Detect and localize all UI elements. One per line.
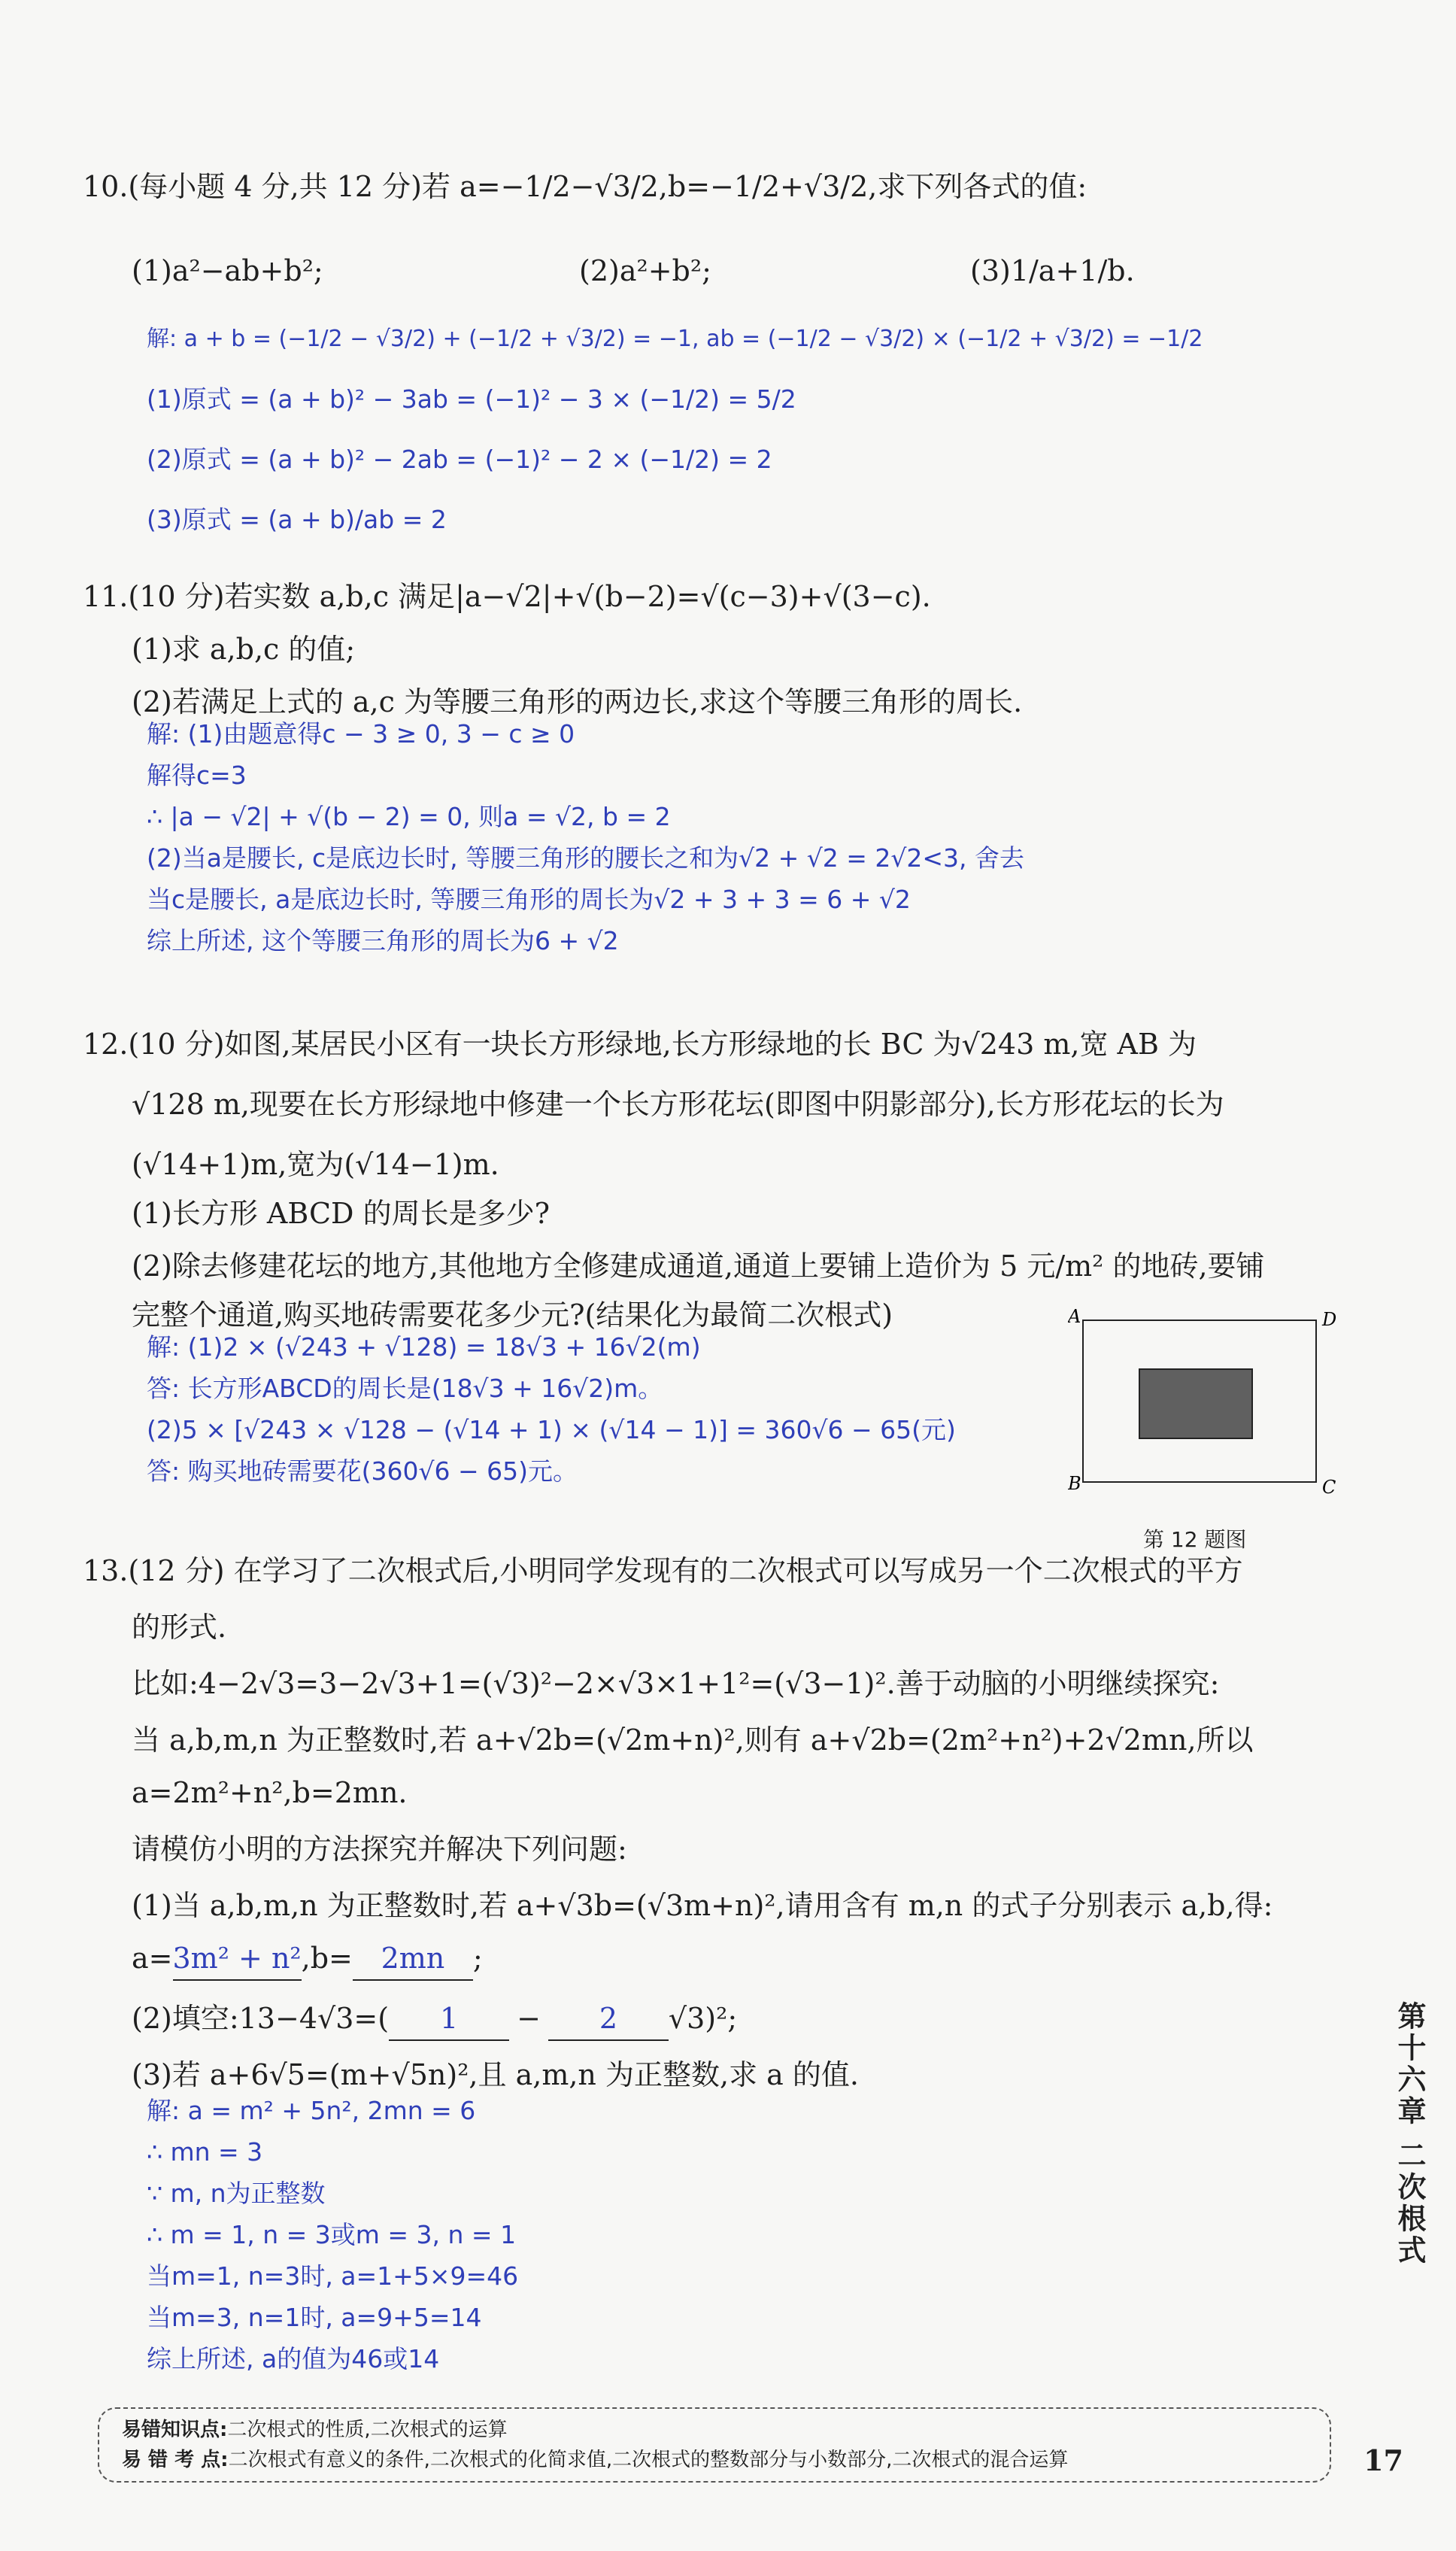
- notes-label-2: 易 错 考 点:: [122, 2449, 229, 2471]
- q13-stem-line: 请模仿小明的方法探究并解决下列问题:: [132, 1833, 627, 1866]
- q13-answer-line: 综上所述, a的值为46或14: [147, 2344, 440, 2373]
- q13-part1-fill: [132, 1937, 483, 1981]
- q13-part3: (3)若 a+6√5=(m+√5n)²,且 a,m,n 为正整数,求 a 的值.: [132, 2058, 859, 2091]
- q12-part2-cont: 完整个通道,购买地砖需要花多少元?(结果化为最简二次根式): [132, 1298, 893, 1332]
- label-a: A: [1068, 1306, 1081, 1327]
- answer-blank-a[interactable]: 3m² + n²: [173, 1937, 302, 1981]
- label-c: C: [1322, 1477, 1336, 1498]
- answer-blank-b[interactable]: 2mn: [353, 1937, 473, 1981]
- q12-stem-line: (√14+1)m,宽为(√14−1)m.: [132, 1148, 499, 1181]
- chapter-side-tab: 第十六章 二次根式: [1393, 2001, 1426, 2267]
- flower-bed-shaded: [1139, 1369, 1252, 1438]
- p1-mid: ,b=: [301, 1942, 353, 1975]
- notes-text-1: 二次根式的性质,二次根式的运算: [227, 2419, 508, 2441]
- answer-blank-y[interactable]: 2: [548, 1997, 669, 2041]
- q12-figure: [1068, 1294, 1339, 1550]
- q11-part2: (2)若满足上式的 a,c 为等腰三角形的两边长,求这个等腰三角形的周长.: [132, 685, 1023, 718]
- q11-answer-line: 解得c=3: [147, 761, 247, 790]
- q11-answer-line: (2)当a是腰长, c是底边长时, 等腰三角形的腰长之和为√2 + √2 = 2√2<3, 舍去: [147, 843, 1025, 873]
- q12-part2: (2)除去修建花坛的地方,其他地方全修建成通道,通道上要铺上造价为 5 元/m² 的地砖,要铺: [132, 1250, 1265, 1283]
- q13-answer-line: 当m=1, n=3时, a=1+5×9=46: [147, 2261, 519, 2291]
- q13-stem-line: 13.(12 分) 在学习了二次根式后,小明同学发现有的二次根式可以写成另一个二次根式的平方: [83, 1554, 1243, 1587]
- q12-answer-line: 解: (1)2 × (√243 + √128) = 18√3 + 16√2(m): [147, 1332, 701, 1362]
- page-number: 17: [1363, 2443, 1403, 2477]
- q10-answer-line: (1)原式 = (a + b)² − 3ab = (−1)² − 3 × (−1/2) = 5/2: [147, 384, 796, 414]
- p1-end: ;: [472, 1942, 483, 1975]
- q11-answer-line: ∴ |a − √2| + √(b − 2) = 0, 则a = √2, b = 2: [147, 802, 671, 831]
- notes-label-1: 易错知识点:: [122, 2419, 228, 2441]
- label-d: D: [1322, 1309, 1337, 1330]
- q10-part1: (1)a²−ab+b²;: [132, 254, 323, 287]
- q13-answer-line: 当m=3, n=1时, a=9+5=14: [147, 2303, 482, 2332]
- q12-stem-line: √128 m,现要在长方形绿地中修建一个长方形花坛(即图中阴影部分),长方形花坛的长为: [132, 1088, 1224, 1121]
- q11-part1: (1)求 a,b,c 的值;: [132, 633, 356, 666]
- q11-answer-line: 解: (1)由题意得c − 3 ≥ 0, 3 − c ≥ 0: [147, 719, 575, 749]
- q13-answer-line: ∴ mn = 3: [147, 2137, 263, 2167]
- q13-stem-line: 当 a,b,m,n 为正整数时,若 a+√2b=(√2m+n)²,则有 a+√2b=(2m²+n²)+2√2mn,所以: [132, 1723, 1254, 1757]
- q13-answer-line: 解: a = m² + 5n², 2mn = 6: [147, 2096, 476, 2125]
- notes-text-2: 二次根式有意义的条件,二次根式的化简求值,二次根式的整数部分与小数部分,二次根式的混合运算: [228, 2449, 1069, 2471]
- label-b: B: [1068, 1473, 1081, 1494]
- p2-prefix: (2)填空:13−4√3=(: [132, 2002, 390, 2035]
- q12-stem-line: 12.(10 分)如图,某居民小区有一块长方形绿地,长方形绿地的长 BC 为√243 m,宽 AB 为: [83, 1028, 1197, 1061]
- q13-stem-line: 的形式.: [132, 1611, 227, 1644]
- p2-mid: −: [517, 2002, 541, 2035]
- p1-prefix: a=: [132, 1942, 173, 1975]
- q10-answer-line: 解: a + b = (−1/2 − √3/2) + (−1/2 + √3/2) = −1, ab = (−1/2 − √3/2) × (−1/2 + √3/2) = −1/2: [147, 326, 1203, 352]
- q11-answer-line: 综上所述, 这个等腰三角形的周长为6 + √2: [147, 926, 619, 955]
- answer-blank-x[interactable]: 1: [389, 1997, 509, 2041]
- p2-end: √3)²;: [668, 2002, 738, 2035]
- q10-stem: 10.(每小题 4 分,共 12 分)若 a=−1/2−√3/2,b=−1/2+√3/2,求下列各式的值:: [83, 170, 1087, 203]
- q10-part3: (3)1/a+1/b.: [970, 254, 1135, 287]
- error-prone-notes: [98, 2407, 1331, 2483]
- notes-line-1: [122, 2415, 1307, 2445]
- figure-caption: 第 12 题图: [1143, 1527, 1247, 1552]
- q13-answer-line: ∵ m, n为正整数: [147, 2179, 326, 2208]
- q13-part2-fill: [132, 1997, 737, 2041]
- q13-stem-line: a=2m²+n²,b=2mn.: [132, 1776, 408, 1809]
- q12-answer-line: 答: 长方形ABCD的周长是(18√3 + 16√2)m。: [147, 1374, 663, 1403]
- q10-part2: (2)a²+b²;: [579, 254, 711, 287]
- notes-line-2: [122, 2445, 1307, 2475]
- q11-stem: 11.(10 分)若实数 a,b,c 满足|a−√2|+√(b−2)=√(c−3)+√(3−c).: [83, 580, 931, 613]
- q12-part1: (1)长方形 ABCD 的周长是多少?: [132, 1197, 550, 1230]
- q13-answer-line: ∴ m = 1, n = 3或m = 3, n = 1: [147, 2220, 517, 2249]
- q10-answer-line: (2)原式 = (a + b)² − 2ab = (−1)² − 2 × (−1/2) = 2: [147, 445, 772, 474]
- q11-answer-line: 当c是腰长, a是底边长时, 等腰三角形的周长为√2 + 3 + 3 = 6 + √2: [147, 885, 911, 914]
- q12-answer-line: (2)5 × [√243 × √128 − (√14 + 1) × (√14 − 1)] = 360√6 − 65(元): [147, 1415, 956, 1444]
- q10-answer-line: (3)原式 = (a + b)/ab = 2: [147, 505, 447, 534]
- q13-stem-line: (1)当 a,b,m,n 为正整数时,若 a+√3b=(√3m+n)²,请用含有 m,n 的式子分别表示 a,b,得:: [132, 1889, 1273, 1922]
- q13-stem-line: 比如:4−2√3=3−2√3+1=(√3)²−2×√3×1+1²=(√3−1)².善于动脑的小明继续探究:: [132, 1667, 1220, 1700]
- q12-answer-line: 答: 购买地砖需要花(360√6 − 65)元。: [147, 1456, 578, 1486]
